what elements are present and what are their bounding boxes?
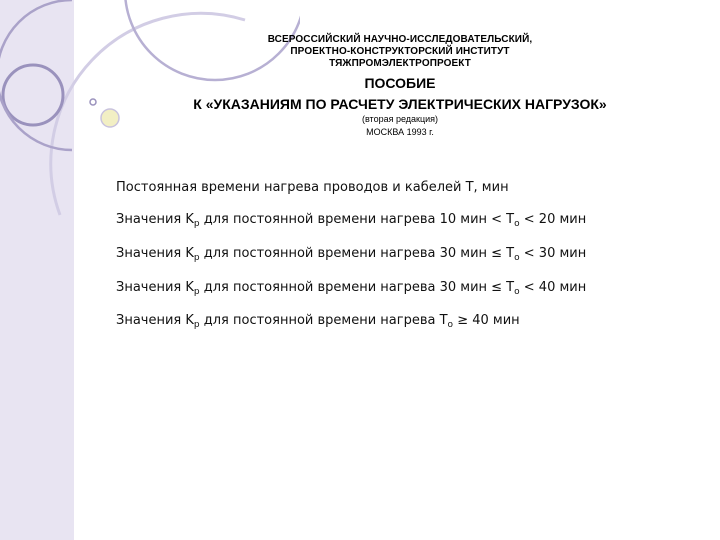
line-text: для постоянной времени нагрева 30 мин ≤ T [199, 280, 515, 295]
t-subscript: о [514, 287, 520, 297]
t-subscript: о [514, 253, 520, 263]
k-subscript: р [193, 287, 200, 297]
decorative-dot-icon [90, 99, 96, 105]
line-end: ≥ 40 мин [453, 313, 520, 328]
line-text: для постоянной времени нагрева 30 мин ≤ T [199, 246, 515, 261]
bullet-line-5 [116, 313, 716, 329]
organization-line-1: ВСЕРОССИЙСКИЙ НАУЧНО-ИССЛЕДОВАТЕЛЬСКИЙ, [267, 34, 533, 45]
line-end: < 30 мин [519, 246, 587, 261]
edition-note: (вторая редакция) [361, 114, 439, 124]
k-subscript: р [193, 320, 200, 330]
line-text: Постоянная времени нагрева проводов и кабелей Т, мин [116, 180, 509, 195]
k-prefix: Значения K [116, 246, 194, 261]
document-subtitle: К «УКАЗАНИЯМ ПО РАСЧЕТУ ЭЛЕКТРИЧЕСКИХ НАГРУЗОК» [193, 96, 607, 112]
t-subscript: о [447, 320, 454, 330]
bullet-line-4 [116, 280, 716, 296]
bullet-line-1 [116, 180, 716, 196]
line-end: < 40 мин [519, 280, 587, 295]
k-prefix: Значения K [116, 212, 194, 227]
document-title: ПОСОБИЕ [364, 75, 436, 91]
line-text: для постоянной времени нагрева 10 мин < T [199, 212, 515, 227]
t-subscript: о [514, 219, 520, 229]
organization-line-3: ТЯЖПРОМЭЛЕКТРОПРОЕКТ [329, 58, 471, 69]
bullet-line-2 [116, 212, 716, 228]
k-prefix: Значения K [116, 313, 194, 328]
k-prefix: Значения K [116, 280, 194, 295]
city-year: МОСКВА 1993 г. [366, 127, 434, 137]
k-subscript: р [193, 253, 200, 263]
decorative-dot-icon [101, 109, 119, 127]
line-end: < 20 мин [519, 212, 587, 227]
line-text: для постоянной времени нагрева T [199, 313, 448, 328]
bullet-line-3 [116, 246, 716, 262]
k-subscript: р [193, 219, 200, 229]
decorative-ring-icon [3, 65, 63, 125]
organization-line-2: ПРОЕКТНО-КОНСТРУКТОРСКИЙ ИНСТИТУТ [290, 46, 510, 57]
